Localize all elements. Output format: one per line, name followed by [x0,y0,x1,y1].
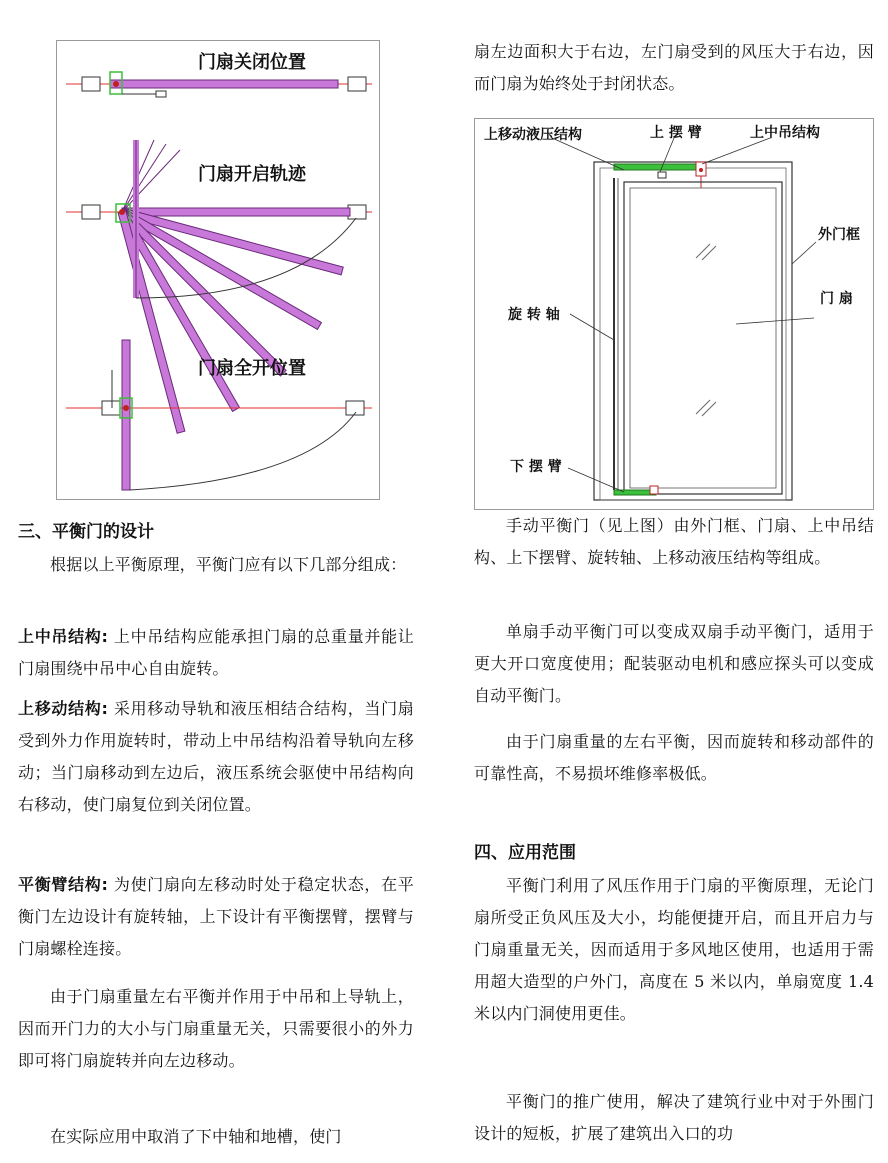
section4-heading: 四、应用范围 [474,843,576,863]
label-lower-arm: 下 摆 臂 [510,459,562,475]
label-pivot-shaft: 旋 转 轴 [508,307,560,323]
label-upper-hydraulic: 上移动液压结构 [484,127,582,143]
door-motion-drawing [56,40,378,498]
weight-paragraph: 由于门扇重量左右平衡并作用于中吊和上导轨上，因而开门力的大小与门扇重量无关，只需要很小的外力即可将门扇旋转并向左边移动。 [18,987,414,1070]
balance-arm-paragraph [18,869,414,965]
section3-intro: 根据以上平衡原理，平衡门应有以下几部分组成： [50,555,407,574]
section4-para-1: 平衡门利用了风压作用于门扇的平衡原理，无论门扇所受正负风压及大小，均能便捷开启，而且开启力与门扇重量无关，因而适用于多风地区使用，也适用于需用超大造型的户外门，高度在 5 米以内，单扇宽度 1.4 米以内门洞使用更佳。 [474,876,874,1023]
right-para-3: 由于门扇重量的左右平衡，因而旋转和移动部件的可靠性高，不易损坏维修率极低。 [474,732,874,783]
section3-heading: 三、平衡门的设计 [18,522,154,542]
upper-move-paragraph [18,693,414,821]
section4-para-2: 平衡门的推广使用，解决了建筑行业中对于外围门设计的短板，扩展了建筑出入口的功 [474,1092,874,1143]
label-open-position: 门扇全开位置 [198,358,306,379]
label-upper-hinge: 上中吊结构 [750,125,820,141]
label-door-leaf: 门 扇 [820,291,853,307]
label-closed-position: 门扇关闭位置 [198,52,306,73]
right-para-2: 单扇手动平衡门可以变成双扇手动平衡门，适用于更大开口宽度使用；配装驱动电机和感应探头可以变成自动平衡门。 [474,622,874,705]
upper-hinge-text: 上中吊结构应能承担门扇的总重量并能让门扇围绕中吊中心自由旋转。 [18,627,414,678]
upper-move-term: 上移动结构: [18,699,109,718]
label-upper-arm: 上 摆 臂 [650,125,702,141]
upper-move-text: 采用移动导轨和液压相结合结构，当门扇受到外力作用旋转时，带动上中吊结构沿着导轨向左移动；当门扇移动到左边后，液压系统会驱使中吊结构向右移动，使门扇复位到关闭位置。 [18,699,414,814]
upper-hinge-paragraph [18,621,414,685]
practice-paragraph: 在实际应用中取消了下中轴和地槽，使门 [50,1127,342,1146]
right-para-1: 手动平衡门（见上图）由外门框、门扇、上中吊结构、上下摆臂、旋转轴、上移动液压结构等组成。 [474,516,874,567]
balance-arm-text: 为使门扇向左移动时处于稳定状态，在平衡门左边设计有旋转轴，上下设计有平衡摆臂，摆臂与门扇螺栓连接。 [18,875,414,958]
continued-paragraph: 扇左边面积大于右边，左门扇受到的风压大于右边，因而门扇为始终处于封闭状态。 [474,42,874,93]
label-opening-track: 门扇开启轨迹 [198,164,306,185]
label-outer-frame: 外门框 [818,227,860,243]
balance-arm-term: 平衡臂结构: [18,875,109,894]
upper-hinge-term: 上中吊结构: [18,627,109,646]
